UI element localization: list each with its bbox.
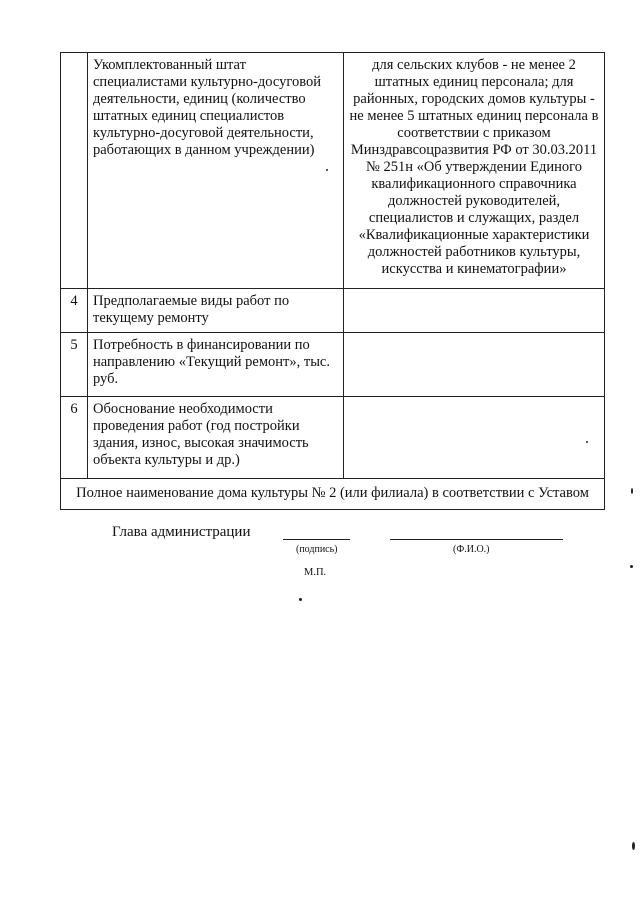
scan-speck	[326, 169, 328, 171]
application-table	[60, 52, 605, 510]
table-row-full-name	[61, 479, 605, 510]
table-row	[61, 333, 605, 397]
name-line	[390, 539, 563, 540]
table-row	[61, 53, 605, 289]
scan-speck	[631, 488, 633, 494]
table-row	[61, 289, 605, 333]
row-value	[344, 333, 605, 397]
signature-line	[283, 539, 350, 540]
row-number: 4	[61, 289, 88, 333]
row-number: 5	[61, 333, 88, 397]
row-number	[61, 53, 88, 289]
stamp-place: М.П.	[304, 567, 327, 578]
row-label: Обоснование необходимости проведения работ (год постройки здания, износ, высокая значимость объекта культуры и др.)	[88, 397, 344, 479]
row-label: Потребность в финансировании по направлению «Текущий ремонт», тыс. руб.	[88, 333, 344, 397]
full-name-cell: Полное наименование дома культуры № 2 (или филиала) в соответствии с Уставом	[61, 479, 605, 510]
row-value	[344, 397, 605, 479]
scan-speck	[586, 441, 588, 443]
scan-speck	[632, 842, 635, 850]
name-caption: (Ф.И.О.)	[453, 544, 490, 555]
signatory-title: Глава администрации	[112, 524, 251, 540]
scan-speck	[299, 598, 302, 601]
row-label: Предполагаемые виды работ по текущему ремонту	[88, 289, 344, 333]
row-number: 6	[61, 397, 88, 479]
row-label: Укомплектованный штат специалистами культурно-досуговой деятельности, единиц (количество штатных единиц специалистов культурно-досуговой деятельности, работающих в данном учреждении)	[88, 53, 344, 289]
row-value	[344, 289, 605, 333]
table-row	[61, 397, 605, 479]
scan-speck	[630, 565, 633, 568]
row-value: для сельских клубов - не менее 2 штатных единиц персонала; для районных, городских домов культуры - не менее 5 штатных единиц персонала в соответствии с приказом Минздравсоцразвития РФ от 30.03.2011 № 251н «Об утверждении Единого квалификационного справочника должностей руководителей, специалистов и служащих, раздел «Квалификационные характеристики должностей работников культуры, искусства и кинематографии»	[344, 53, 605, 289]
signature-caption: (подпись)	[296, 544, 338, 555]
